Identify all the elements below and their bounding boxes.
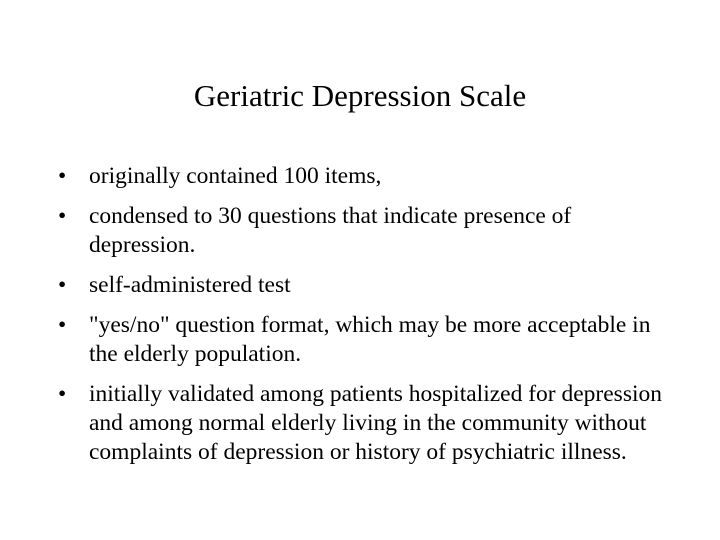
slide-title: Geriatric Depression Scale: [193, 78, 527, 113]
bullet-icon: •: [58, 203, 67, 229]
bullet-text: "yes/no" question format, which may be more acceptable in the elderly population.: [89, 312, 651, 367]
bullet-text: condensed to 30 questions that indicate presence of depression.: [89, 203, 572, 258]
bullet-item-2: [58, 202, 678, 260]
bullet-item-4: [58, 311, 678, 369]
bullet-icon: •: [58, 272, 67, 298]
bullet-icon: •: [58, 312, 67, 338]
bullet-icon: •: [58, 381, 67, 407]
bullet-text: self-administered test: [89, 272, 291, 298]
bullet-item-1: [58, 162, 678, 191]
bullet-text: originally contained 100 items,: [89, 163, 382, 189]
bullet-icon: •: [58, 163, 67, 189]
bullet-item-5: [58, 380, 678, 467]
bullet-item-3: [58, 271, 678, 300]
bullet-list: [58, 162, 678, 478]
bullet-text: initially validated among patients hospitalized for depression and among normal elderly living in the community without complaints of depression or history of psychiatric illness.: [89, 381, 662, 465]
